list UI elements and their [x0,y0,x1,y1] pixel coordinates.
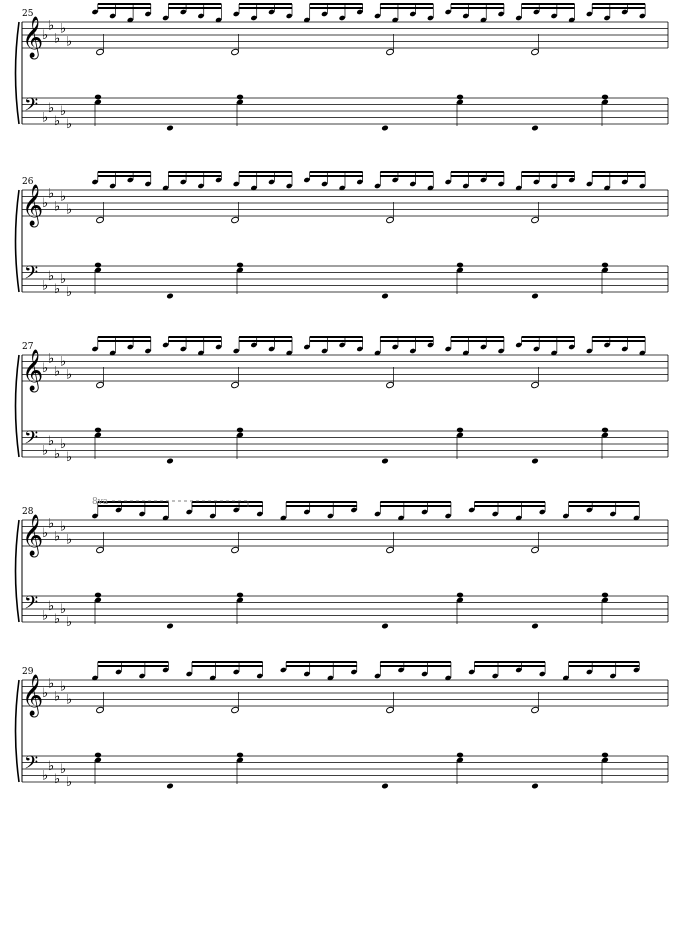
bass-chords [94,593,609,630]
svg-text:♭: ♭ [60,21,67,37]
grand-staff-brace [16,520,20,622]
svg-text:♭: ♭ [66,775,73,790]
measure-number: 26 [22,177,34,187]
treble-sixteenth-notes [91,3,645,23]
bass-key-signature [42,269,72,300]
treble-half-notes [96,532,540,554]
svg-text:♭: ♭ [54,529,61,545]
svg-text:♭: ♭ [54,771,61,787]
grand-staff-brace [16,680,20,782]
svg-text:♭: ♭ [66,117,73,132]
treble-sixteenth-notes [91,501,640,521]
svg-text:♭: ♭ [66,367,73,383]
bass-chords [94,263,609,300]
treble-half-notes [96,34,540,56]
treble-staff [22,190,668,216]
bass-key-signature [42,599,72,630]
svg-text:♭: ♭ [66,692,73,708]
svg-text:♭: ♭ [54,199,61,215]
bass-staff [22,266,668,292]
system-26 [16,171,669,300]
treble-half-notes [96,202,540,224]
treble-staff [22,520,668,546]
treble-clef-icon: 𝄞 [22,675,44,716]
grand-staff-brace [16,22,20,124]
bass-key-signature [42,759,72,790]
svg-text:♭: ♭ [48,433,55,449]
bass-clef-icon: 𝄢 [24,428,39,453]
treble-clef-icon: 𝄞 [22,185,44,226]
svg-text:♭: ♭ [42,28,49,43]
bass-clef-icon: 𝄢 [24,263,39,288]
svg-text:♭: ♭ [66,532,73,548]
svg-text:♭: ♭ [60,679,67,695]
treble-clef-icon: 𝄞 [22,350,44,391]
svg-text:♭: ♭ [42,526,49,541]
svg-text:♭: ♭ [60,354,67,370]
svg-text:♭: ♭ [48,268,55,284]
grand-staff-brace [16,355,20,457]
svg-text:♭: ♭ [54,31,61,47]
svg-text:♭: ♭ [48,676,55,692]
svg-text:♭: ♭ [48,100,55,116]
treble-key-signature [42,676,72,707]
treble-staff [22,680,668,706]
treble-key-signature [42,186,72,217]
measure-number: 29 [22,667,34,677]
svg-text:♭: ♭ [48,758,55,774]
treble-staff [22,22,668,48]
svg-text:♭: ♭ [54,446,61,462]
bass-key-signature [42,434,72,465]
bass-staff [22,596,668,622]
svg-text:♭: ♭ [60,437,67,452]
measure-number: 25 [22,9,34,19]
svg-text:♭: ♭ [66,34,73,50]
svg-text:♭: ♭ [42,686,49,701]
system-27 [16,336,669,465]
treble-half-notes [96,692,540,714]
bass-clef-icon: 𝄢 [24,753,39,778]
bass-staff [22,756,668,782]
bass-staff [22,431,668,457]
bass-chords [94,428,609,465]
treble-sixteenth-notes [91,661,640,681]
svg-text:♭: ♭ [48,516,55,532]
svg-text:♭: ♭ [54,113,61,129]
svg-text:♭: ♭ [42,608,49,624]
system-25 [16,3,669,132]
svg-text:♭: ♭ [42,768,49,784]
svg-text:♭: ♭ [48,18,55,34]
bass-staff [22,98,668,124]
treble-clef-icon: 𝄞 [22,515,44,556]
svg-text:♭: ♭ [60,762,67,777]
treble-key-signature [42,516,72,547]
svg-text:♭: ♭ [60,519,67,535]
svg-text:♭: ♭ [42,361,49,376]
bass-key-signature [42,101,72,132]
svg-text:♭: ♭ [54,281,61,297]
svg-text:♭: ♭ [42,278,49,294]
grand-staff-brace [16,190,20,292]
bass-clef-icon: 𝄢 [24,95,39,120]
svg-text:♭: ♭ [60,189,67,205]
svg-text:♭: ♭ [42,110,49,126]
svg-text:8va: 8va [92,497,109,507]
svg-text:♭: ♭ [42,196,49,211]
measure-number: 28 [22,507,34,517]
svg-text:♭: ♭ [66,615,73,630]
bass-clef-icon: 𝄢 [24,593,39,618]
treble-key-signature [42,351,72,382]
svg-text:♭: ♭ [48,598,55,614]
svg-text:♭: ♭ [54,611,61,627]
bass-chords [94,95,609,132]
svg-text:♭: ♭ [42,443,49,459]
treble-sixteenth-notes [91,336,645,356]
svg-text:♭: ♭ [60,602,67,617]
svg-text:♭: ♭ [48,351,55,367]
svg-text:♭: ♭ [48,186,55,202]
treble-half-notes [96,367,540,389]
svg-text:♭: ♭ [60,104,67,119]
measure-number: 27 [22,342,34,352]
treble-clef-icon: 𝄞 [22,17,44,58]
svg-text:♭: ♭ [54,364,61,380]
svg-text:♭: ♭ [66,450,73,465]
svg-text:♭: ♭ [60,272,67,287]
treble-key-signature [42,18,72,49]
svg-text:♭: ♭ [66,285,73,300]
bass-chords [94,753,609,790]
treble-staff [22,355,668,381]
svg-text:♭: ♭ [66,202,73,218]
svg-text:♭: ♭ [54,689,61,705]
system-28 [16,497,669,630]
treble-sixteenth-notes [91,171,645,191]
system-29 [16,661,669,790]
